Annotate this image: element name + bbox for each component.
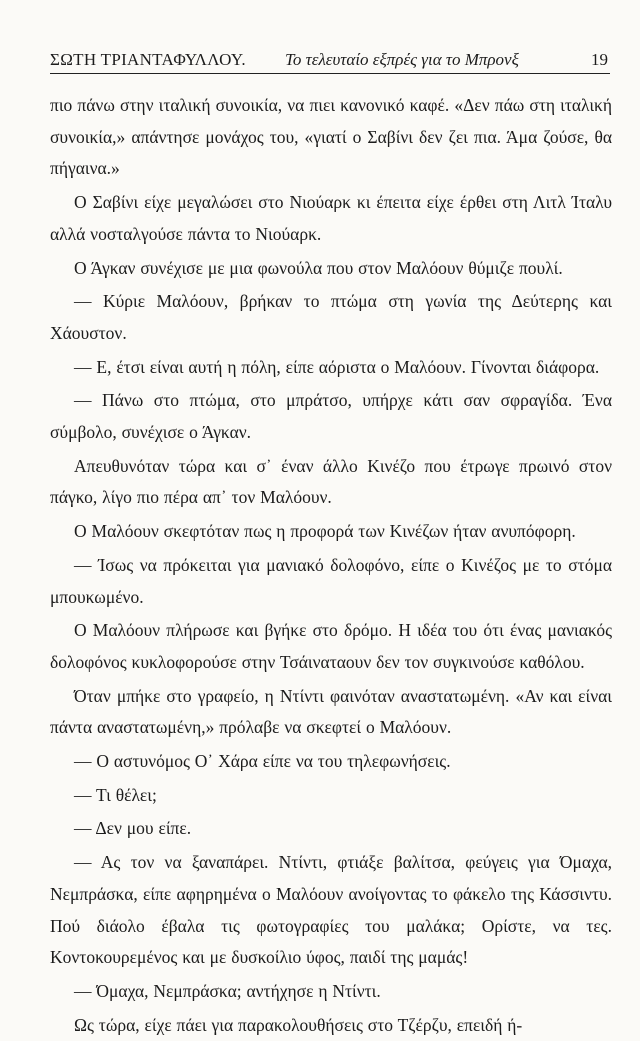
paragraph: Ο Μαλόουν σκεφτόταν πως η προφορά των Κινέζων ήταν ανυπόφορη. xyxy=(74,521,576,542)
paragraph: — Τι θέλει; xyxy=(74,784,157,805)
paragraph: Όταν μπήκε στο γραφείο, η Ντίντι φαινόταν αναστατωμένη. «Αν και είναι πάντα αναστατωμένη,» πρόλαβε να σκεφτεί ο Μαλόουν. xyxy=(50,685,612,738)
paragraph: Ο Σαβίνι είχε μεγαλώσει στο Νιούαρκ κι έπειτα είχε έρθει στη Λιτλ Ίταλυ αλλά νοσταλγούσε πάντα το Νιούαρκ. xyxy=(50,192,612,244)
body-text xyxy=(50,90,612,1035)
paragraph: Ο Άγκαν συνέχισε με μια φωνούλα που στον Μαλόουν θύμιζε πουλί. xyxy=(74,257,563,278)
page-number: 19 xyxy=(591,50,608,69)
paragraph: — Ίσως να πρόκειται για μανιακό δολοφόνο, είπε ο Κινέζος με το στόμα μπουκωμένο. xyxy=(50,554,612,607)
paragraph: πιο πάνω στην ιταλική συνοικία, να πιει κανονικό καφέ. «Δεν πάω στη ιταλική συνοικία,» απάντησε μονάχος του, «γιατί ο Σαβίνι δεν ζει πια. Άμα ζούσε, θα πήγαινα.» xyxy=(50,95,612,179)
paragraph: Απευθυνόταν τώρα και σ᾽ έναν άλλο Κινέζο που έτρωγε πρωινό στον πάγκο, λίγο πιο πέρα απ᾽ τον Μαλόουν. xyxy=(50,455,612,508)
paragraph: — Ε, έτσι είναι αυτή η πόλη, είπε αόριστα ο Μαλόουν. Γίνονται διάφορα. xyxy=(74,356,600,377)
paragraph: — Κύριε Μαλόουν, βρήκαν το πτώμα στη γωνία της Δεύτερης και Χάουστον. xyxy=(50,291,612,343)
paragraph: — Ο αστυνόμος Ο᾽ Χάρα είπε να του τηλεφωνήσεις. xyxy=(74,751,451,772)
paragraph: Ο Μαλόουν πλήρωσε και βγήκε στο δρόμο. Η ιδέα του ότι ένας μανιακός δολοφόνος κυκλοφορούσε στην Τσάιναταουν δεν τον συγκινούσε καθόλου. xyxy=(50,620,612,672)
header-book-title: Το τελευταίο εξπρές για το Μπρονξ xyxy=(285,50,519,69)
paragraph: Ως τώρα, είχε πάει για παρακολουθήσεις στο Τζέρζυ, επειδή ή- xyxy=(74,1014,523,1035)
header-author: ΣΩΤΗ ΤΡΙΑΝΤΑΦΥΛΛΟΥ. xyxy=(50,50,246,69)
paragraph: — Πάνω στο πτώμα, στο μπράτσο, υπήρχε κάτι σαν σφραγίδα. Ένα σύμβολο, συνέχισε ο Άγκαν. xyxy=(50,390,612,443)
paragraph: — Δεν μου είπε. xyxy=(74,818,192,839)
running-head xyxy=(50,47,610,74)
paragraph: — Όμαχα, Νεμπράσκα; αντήχησε η Ντίντι. xyxy=(74,980,381,1001)
paragraph: — Ας τον να ξαναπάρει. Ντίντι, φτιάξε βαλίτσα, φεύγεις για Όμαχα, Νεμπράσκα, είπε αφηρημένα ο Μαλόουν ανοίγοντας το φάκελο της Κάσσιντυ. Πού διάολο έβαλα τις φωτογραφίες του μαλάκα; Ορίστε, να τες. Κοντοκουρεμένος και με δυσκοίλιο ύφος, παιδί της μαμάς! xyxy=(50,852,612,968)
